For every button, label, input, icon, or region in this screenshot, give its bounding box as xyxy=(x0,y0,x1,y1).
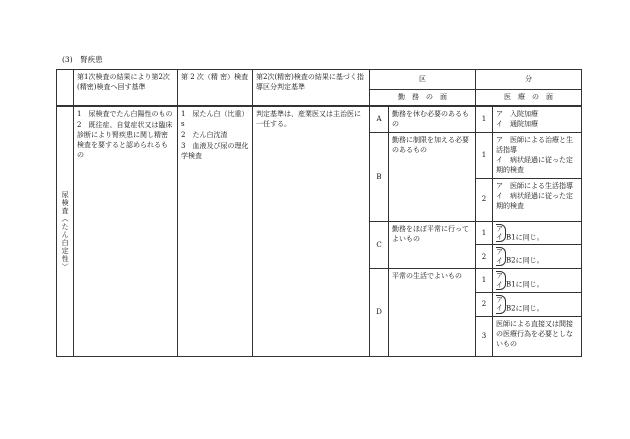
judgement-criteria-cell: 判定基準は、産業医又は主治医に一任する。 xyxy=(253,106,370,357)
grade-c1-number: 1 xyxy=(476,221,493,245)
same-as-ref: B1に同じ。 xyxy=(506,232,544,241)
grade-b1-number: 1 xyxy=(476,133,493,179)
second-exam-item: 2 たん白沈渣 xyxy=(181,130,228,139)
header-blank-cell xyxy=(57,70,74,106)
grade-c2-number: 2 xyxy=(476,245,493,269)
brace-group: ア イ xyxy=(496,271,506,290)
grade-b1-medical xyxy=(493,133,582,179)
referral-criteria-cell xyxy=(74,106,178,357)
grade-d-letter: D xyxy=(370,269,389,357)
medical-line: イ 病状経過に従った定期的検査 xyxy=(496,156,573,175)
medical-line: ア 医師による治療と生活指導 xyxy=(496,136,573,155)
grade-c-letter: C xyxy=(370,221,389,269)
second-exam-item: 1 尿たん白（比重） s xyxy=(181,109,259,128)
header-medical-aspect: 医 療 の 面 xyxy=(476,90,582,106)
medical-line: イ 通院加療 xyxy=(496,119,538,128)
grade-a-letter: A xyxy=(370,106,389,133)
brace-group: ア イ xyxy=(496,224,506,243)
grade-d1-number: 1 xyxy=(476,269,493,293)
same-as-ref: B2に同じ。 xyxy=(506,256,544,265)
grade-b2-medical xyxy=(493,178,582,221)
grade-d2-medical xyxy=(493,292,582,316)
header-division-left: 区 xyxy=(370,70,476,90)
grade-c-work: 勤務をほぼ平常に行ってよいもの xyxy=(389,221,476,269)
grade-d-work: 平常の生活でよいもの xyxy=(389,269,476,357)
header-division-right: 分 xyxy=(476,70,582,90)
header-referral-criteria: 第1次検査の結果により第2次(精密)検査へ回す基準 xyxy=(74,70,178,106)
referral-item: 1 尿検査でたん白陽性のもの xyxy=(77,109,173,118)
grade-b-letter: B xyxy=(370,133,389,222)
medical-line: ア 医師による生活指導 xyxy=(496,181,573,190)
grade-a1-number: 1 xyxy=(476,106,493,133)
row-label-urine-test: 尿検査（たん白定性） xyxy=(57,106,74,357)
medical-line: ア 入院加療 xyxy=(496,109,538,118)
kidney-disease-table xyxy=(56,69,582,357)
grade-b-work: 勤務に制限を加える必要のあるもの xyxy=(389,133,476,222)
grade-d3-number: 3 xyxy=(476,316,493,356)
grade-d3-medical: 医師による直接又は間接の医療行為を必要としないもの xyxy=(493,316,582,356)
grade-d2-number: 2 xyxy=(476,292,493,316)
grade-c2-medical xyxy=(493,245,582,269)
referral-item: 2 既往症、自覚症状又は臨床診断により腎疾患に関し精密検査を要すると認められるもの xyxy=(77,120,173,160)
same-as-ref: B1に同じ。 xyxy=(506,280,544,289)
grade-a-row xyxy=(57,106,582,133)
header-judgement-criteria: 第2次(精密)検査の結果に基づく指導区分判定基準 xyxy=(253,70,370,106)
grade-b2-number: 2 xyxy=(476,178,493,221)
same-as-ref: B2に同じ。 xyxy=(506,304,544,313)
grade-d1-medical xyxy=(493,269,582,293)
grade-c1-medical xyxy=(493,221,582,245)
second-exam-cell xyxy=(178,106,259,357)
header-second-exam: 第 2 次（精 密）検査 xyxy=(178,70,253,106)
grade-a1-medical xyxy=(493,106,582,133)
brace-group: ア イ xyxy=(496,295,506,314)
second-exam-item: 3 血液及び尿の理化学検査 xyxy=(181,141,249,161)
brace-group: ア イ xyxy=(496,247,506,266)
medical-line: イ 病状経過に従った定期的検査 xyxy=(496,191,573,210)
header-work-aspect: 勤 務 の 面 xyxy=(370,90,476,106)
header-row-1 xyxy=(57,70,582,90)
grade-a-work: 勤務を休む必要のあるもの xyxy=(389,106,476,133)
section-title: (3) 腎疾患 xyxy=(62,55,103,64)
